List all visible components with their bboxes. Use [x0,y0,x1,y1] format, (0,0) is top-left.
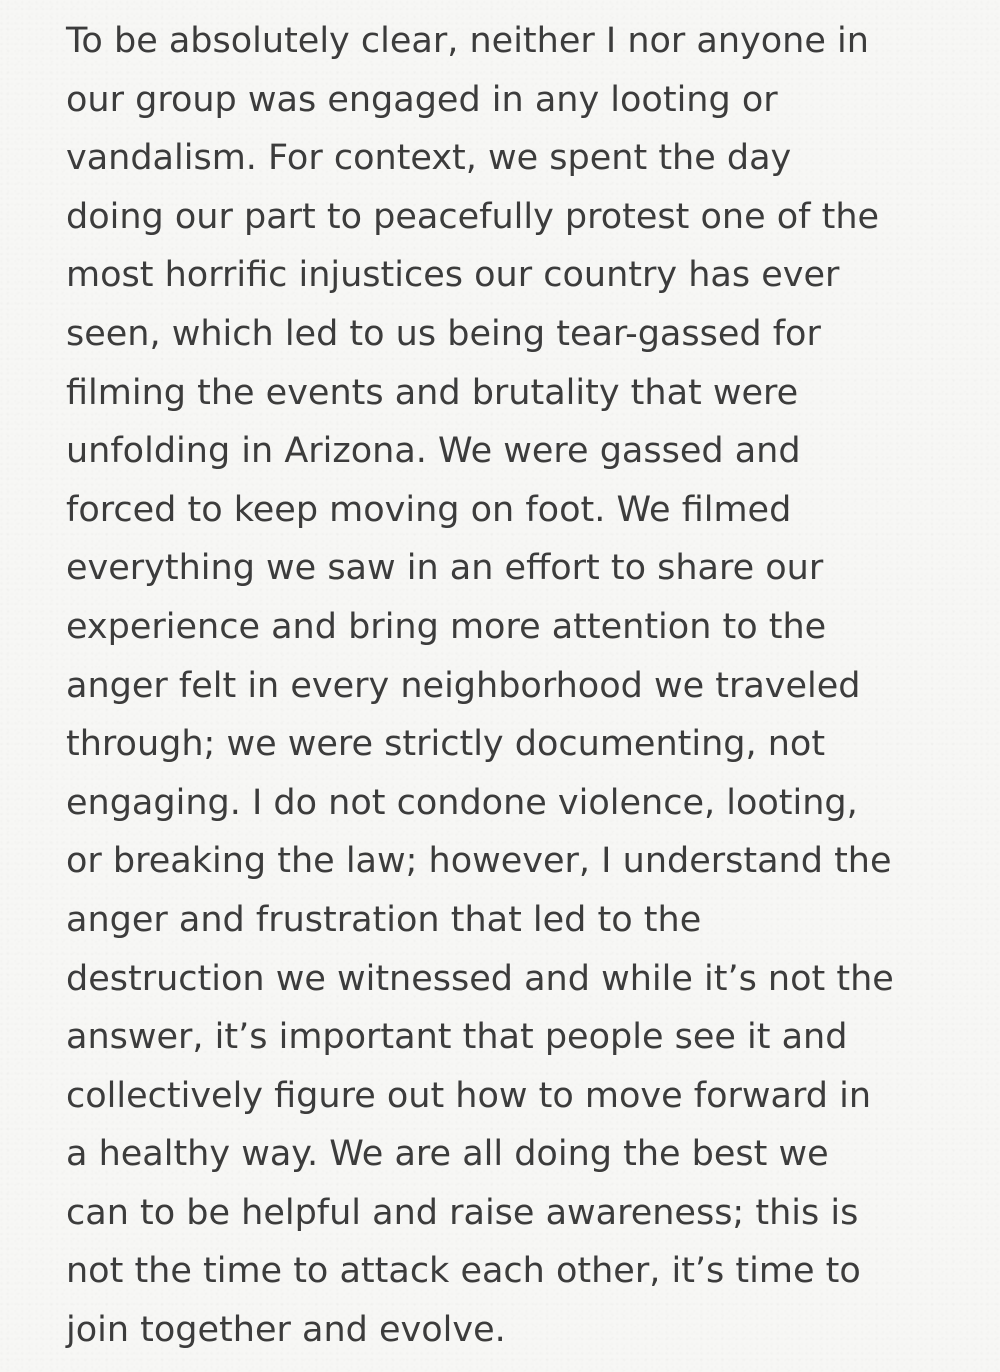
note-line-23: join together and evolve. [66,1310,506,1351]
note-line-14: engaging. I do not condone violence, looting, [66,782,858,823]
note-line-17: destruction we witnessed and while it’s not the [66,958,894,999]
note-line-6: seen, which led to us being tear-gassed for [66,313,821,354]
note-line-11: experience and bring more attention to the [66,606,827,647]
note-line-2: our group was engaged in any looting or [66,79,778,120]
note-line-8: unfolding in Arizona. We were gassed and [66,431,801,472]
note-line-1: To be absolutely clear, neither I nor anyone in [66,21,869,61]
note-line-13: through; we were strictly documenting, not [66,724,826,765]
note-line-21: can to be helpful and raise awareness; this is [66,1192,859,1233]
note-line-15: or breaking the law; however, I understand the [66,841,892,882]
note-line-16: anger and frustration that led to the [66,899,702,940]
note-line-19: collectively figure out how to move forward in [66,1075,872,1116]
note-line-22: not the time to attack each other, it’s time to [66,1251,861,1292]
note-line-18: answer, it’s important that people see it and [66,1017,848,1058]
note-line-5: most horrific injustices our country has ever [66,255,840,296]
note-line-10: everything we saw in an effort to share our [66,548,824,589]
note-body [66,12,966,1360]
note-line-7: filming the events and brutality that were [66,372,799,413]
note-line-4: doing our part to peacefully protest one of the [66,196,880,237]
note-line-12: anger felt in every neighborhood we traveled [66,665,861,706]
note-line-9: forced to keep moving on foot. We filmed [66,489,792,530]
note-line-20: a healthy way. We are all doing the best we [66,1134,829,1175]
note-line-3: vandalism. For context, we spent the day [66,138,792,179]
